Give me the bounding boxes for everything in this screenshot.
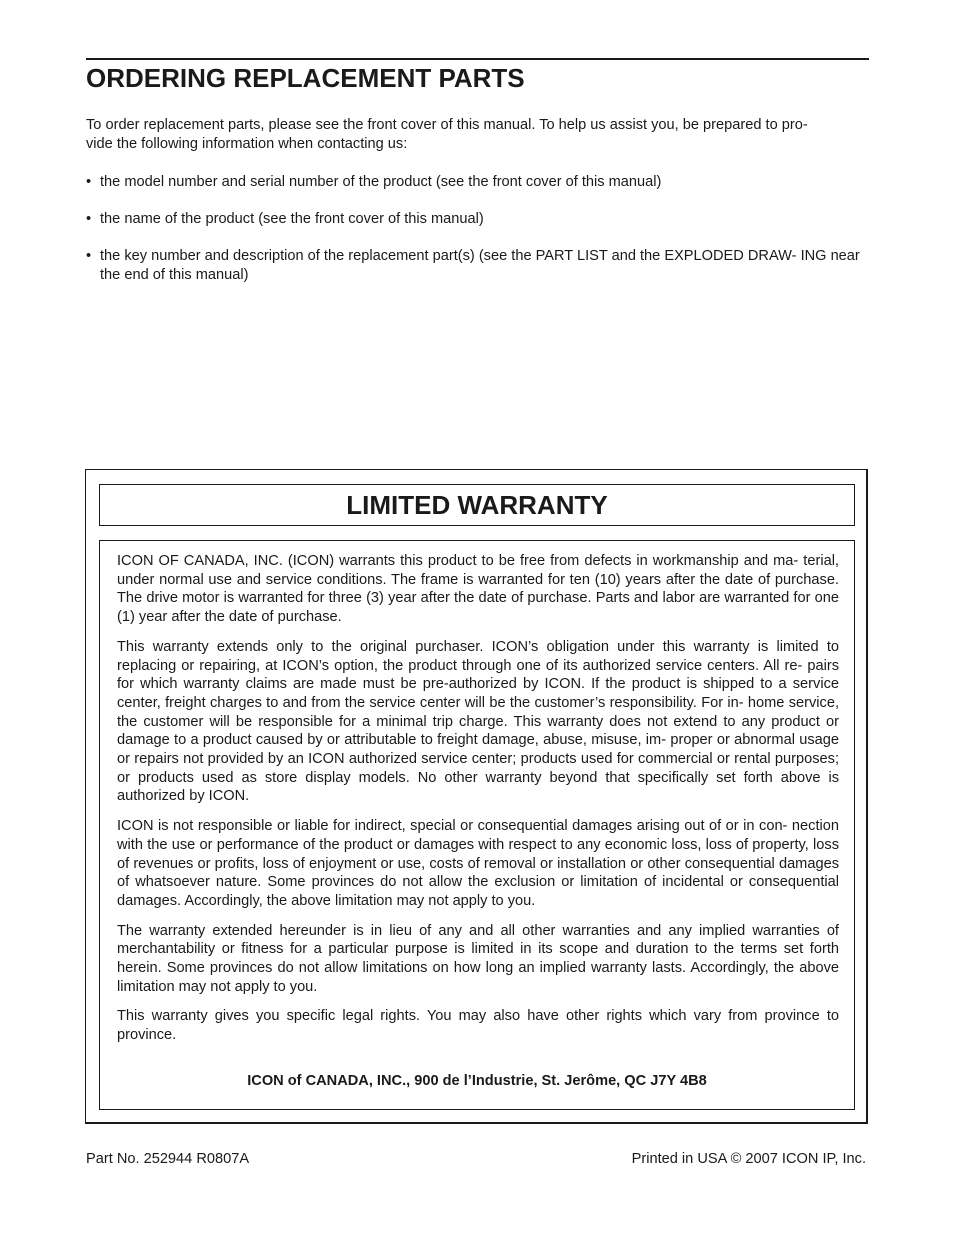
intro-paragraph (86, 116, 868, 154)
top-rule (86, 58, 869, 60)
company-address: ICON of CANADA, INC., 900 de l’Industrie, St. Jerôme, QC J7Y 4B8 (247, 1073, 707, 1089)
list-item: • the model number and serial number of the product (see the front cover of this manual) (86, 173, 868, 192)
part-number: Part No. 252944 R0807A (86, 1151, 250, 1167)
warranty-paragraph: This warranty extends only to the original purchaser. ICON’s obligation under this warranty is limited to replacing or repairing, at ICON’s option, the product through one of its authorized service centers. All re- pairs for which warranty claims are made must be pre-authorized by ICON. If the product is shipped to a service center, freight charges to and from the service center will be the customer’s responsibility. For in- home service, the customer will be responsible for a minimal trip charge. This warranty does not extend to any product or damage to a product caused by or attributable to freight damage, abuse, misuse, im- proper or abnormal usage or repairs not provided by an ICON authorized service center; products used for commercial or rental purposes; or products used as store display models. No other warranty beyond that specifically set forth above is authorized by ICON. (117, 638, 839, 805)
list-item: • the key number and description of the replacement part(s) (see the PART LIST and the EXPLODED DRAW- ING near the end of this manual) (86, 247, 868, 285)
warranty-paragraph: ICON OF CANADA, INC. (ICON) warrants this product to be free from defects in workmanship and ma- terial, under normal use and service conditions. The frame is warranted for ten (10) years after the date of purchase. The drive motor is warranted for three (3) year after the date of purchase. Parts and labor are warranted for one (1) year after the date of purchase. (117, 553, 839, 626)
warranty-text (117, 552, 839, 1056)
list-item: • the name of the product (see the front cover of this manual) (86, 210, 868, 229)
warranty-paragraph: ICON is not responsible or liable for indirect, special or consequential damages arising out of or in con- nection with the use or performance of the product or damages with respect to any economic loss, loss of property, loss of revenues or profits, loss of enjoyment or use, costs of removal or installation or other consequential damages of whatsoever nature. Some provinces do not allow the exclusion or limitation of incidental or consequential damages. Accordingly, the above limitation may not apply to you. (117, 818, 839, 909)
page-title: ORDERING REPLACEMENT PARTS (86, 63, 525, 93)
warranty-paragraph: This warranty gives you specific legal rights. You may also have other rights which vary from province to province. (117, 1008, 839, 1044)
info-list (86, 173, 868, 303)
warranty-title-box (99, 484, 855, 526)
intro-line-2: vide the following information when contacting us: (86, 136, 408, 152)
warranty-title: LIMITED WARRANTY (346, 490, 608, 520)
warranty-paragraph: The warranty extended hereunder is in lieu of any and all other warranties and any implied warranties of merchantability or fitness for a particular purpose is limited in its scope and duration to the terms set forth herein. Some provinces do not allow limitations on how long an implied warranty lasts. Accordingly, the above limitation may not apply to you. (117, 922, 839, 995)
intro-line-1: To order replacement parts, please see the front cover of this manual. To help us assist you, be prepared to pro- (86, 117, 808, 133)
copyright-notice: Printed in USA © 2007 ICON IP, Inc. (631, 1151, 866, 1167)
